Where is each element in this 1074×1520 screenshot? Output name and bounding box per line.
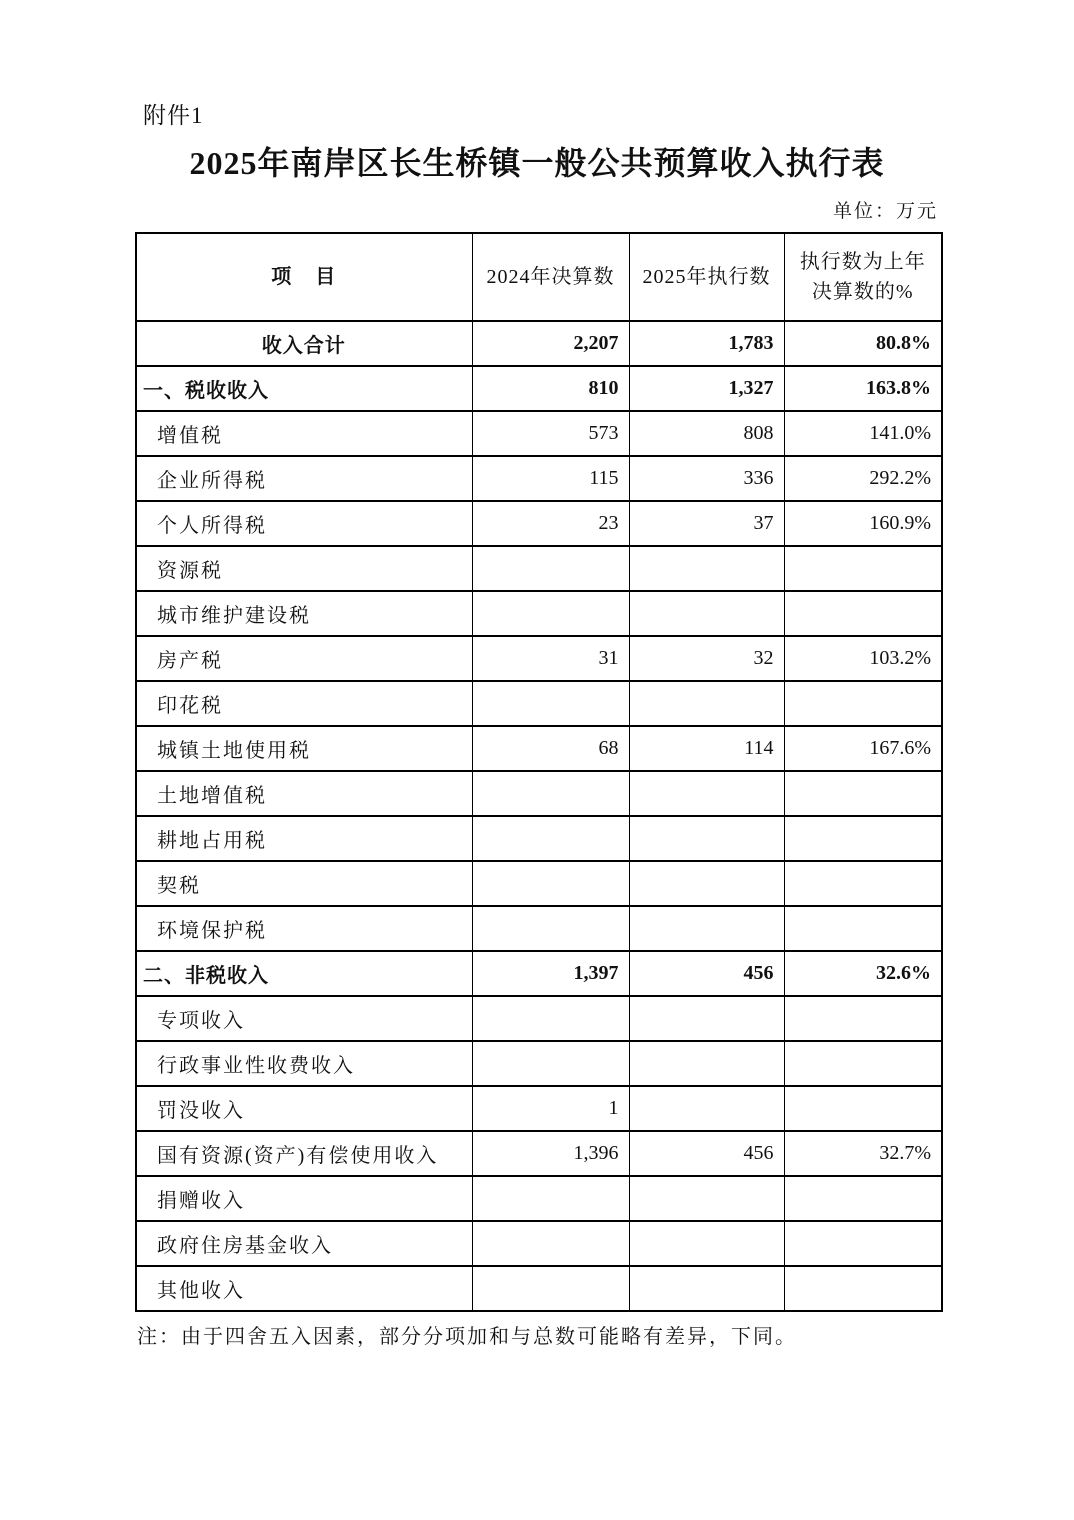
table-row <box>136 591 942 636</box>
value-2024 <box>472 1266 629 1311</box>
header-row <box>136 233 942 321</box>
value-2024 <box>472 1176 629 1221</box>
value-2025: 37 <box>629 501 784 546</box>
table-row <box>136 636 942 681</box>
value-2025 <box>629 906 784 951</box>
table-row <box>136 906 942 951</box>
value-2024 <box>472 906 629 951</box>
value-2024 <box>472 861 629 906</box>
row-label: 印花税 <box>136 681 472 726</box>
value-2024 <box>472 591 629 636</box>
value-percent: 141.0% <box>784 411 942 456</box>
value-2025 <box>629 681 784 726</box>
value-percent: 32.6% <box>784 951 942 996</box>
table-header <box>136 233 942 321</box>
value-2025 <box>629 1266 784 1311</box>
table-row <box>136 726 942 771</box>
row-label: 企业所得税 <box>136 456 472 501</box>
value-2025 <box>629 1221 784 1266</box>
row-label: 环境保护税 <box>136 906 472 951</box>
table-row <box>136 771 942 816</box>
row-label: 契税 <box>136 861 472 906</box>
row-label: 城市维护建设税 <box>136 591 472 636</box>
value-percent <box>784 1266 942 1311</box>
row-label: 资源税 <box>136 546 472 591</box>
value-2024: 68 <box>472 726 629 771</box>
value-percent <box>784 1221 942 1266</box>
value-2024: 1 <box>472 1086 629 1131</box>
row-label: 罚没收入 <box>136 1086 472 1131</box>
table-row <box>136 861 942 906</box>
header-item: 项 目 <box>136 233 472 321</box>
value-percent <box>784 1176 942 1221</box>
value-2025 <box>629 861 784 906</box>
table-row <box>136 1131 942 1176</box>
row-label: 土地增值税 <box>136 771 472 816</box>
value-2025: 808 <box>629 411 784 456</box>
footnote: 注：由于四舍五入因素，部分分项加和与总数可能略有差异，下同。 <box>137 1326 797 1348</box>
row-label: 一、税收收入 <box>136 366 472 411</box>
table-row <box>136 456 942 501</box>
value-2025: 114 <box>629 726 784 771</box>
row-label: 城镇土地使用税 <box>136 726 472 771</box>
row-label: 专项收入 <box>136 996 472 1041</box>
table-row <box>136 951 942 996</box>
value-2024: 573 <box>472 411 629 456</box>
header-2024-final: 2024年决算数 <box>472 233 629 321</box>
value-2024 <box>472 996 629 1041</box>
unit-label: 单位：万元 <box>832 201 938 222</box>
table-row <box>136 996 942 1041</box>
value-2024 <box>472 816 629 861</box>
value-percent: 160.9% <box>784 501 942 546</box>
table-row <box>136 366 942 411</box>
value-percent <box>784 1041 942 1086</box>
value-2025 <box>629 1086 784 1131</box>
table-row <box>136 1221 942 1266</box>
value-percent <box>784 996 942 1041</box>
value-percent: 32.7% <box>784 1131 942 1176</box>
table-row <box>136 1176 942 1221</box>
header-2025-exec: 2025年执行数 <box>629 233 784 321</box>
value-percent <box>784 861 942 906</box>
value-percent <box>784 681 942 726</box>
header-exec-percent: 执行数为上年决算数的% <box>784 233 942 321</box>
value-2025: 32 <box>629 636 784 681</box>
value-2025 <box>629 1176 784 1221</box>
value-percent: 292.2% <box>784 456 942 501</box>
page-title: 2025年南岸区长生桥镇一般公共预算收入执行表 <box>189 145 885 181</box>
row-label: 个人所得税 <box>136 501 472 546</box>
table-row <box>136 501 942 546</box>
table-row <box>136 411 942 456</box>
value-2024: 31 <box>472 636 629 681</box>
value-2024 <box>472 546 629 591</box>
value-2024: 1,397 <box>472 951 629 996</box>
row-label: 国有资源(资产)有偿使用收入 <box>136 1131 472 1176</box>
attachment-label: 附件1 <box>143 103 204 128</box>
value-2024 <box>472 1041 629 1086</box>
value-2024: 115 <box>472 456 629 501</box>
value-percent <box>784 906 942 951</box>
row-label: 其他收入 <box>136 1266 472 1311</box>
table-row <box>136 681 942 726</box>
value-2024: 810 <box>472 366 629 411</box>
table-row <box>136 546 942 591</box>
value-percent <box>784 1086 942 1131</box>
value-2025 <box>629 546 784 591</box>
value-percent <box>784 816 942 861</box>
value-2025: 1,783 <box>629 321 784 366</box>
value-2025: 456 <box>629 1131 784 1176</box>
value-2025: 456 <box>629 951 784 996</box>
value-2024: 2,207 <box>472 321 629 366</box>
row-label: 收入合计 <box>136 321 472 366</box>
row-label: 增值税 <box>136 411 472 456</box>
value-2025: 1,327 <box>629 366 784 411</box>
value-percent: 163.8% <box>784 366 942 411</box>
row-label: 捐赠收入 <box>136 1176 472 1221</box>
table-row <box>136 1041 942 1086</box>
row-label: 房产税 <box>136 636 472 681</box>
value-2025: 336 <box>629 456 784 501</box>
table-row <box>136 1266 942 1311</box>
table-body <box>136 321 942 1311</box>
value-2024: 1,396 <box>472 1131 629 1176</box>
value-percent: 80.8% <box>784 321 942 366</box>
value-2025 <box>629 771 784 816</box>
row-label: 行政事业性收费收入 <box>136 1041 472 1086</box>
value-2024 <box>472 1221 629 1266</box>
value-2024: 23 <box>472 501 629 546</box>
row-label: 二、非税收入 <box>136 951 472 996</box>
value-2025 <box>629 996 784 1041</box>
value-percent: 167.6% <box>784 726 942 771</box>
table-row <box>136 816 942 861</box>
row-label: 政府住房基金收入 <box>136 1221 472 1266</box>
table-row <box>136 321 942 366</box>
value-percent <box>784 591 942 636</box>
value-percent: 103.2% <box>784 636 942 681</box>
table-row <box>136 1086 942 1131</box>
value-percent <box>784 771 942 816</box>
value-2025 <box>629 816 784 861</box>
budget-table <box>135 232 943 1312</box>
value-2025 <box>629 1041 784 1086</box>
value-2024 <box>472 771 629 816</box>
row-label: 耕地占用税 <box>136 816 472 861</box>
value-2024 <box>472 681 629 726</box>
value-percent <box>784 546 942 591</box>
value-2025 <box>629 591 784 636</box>
